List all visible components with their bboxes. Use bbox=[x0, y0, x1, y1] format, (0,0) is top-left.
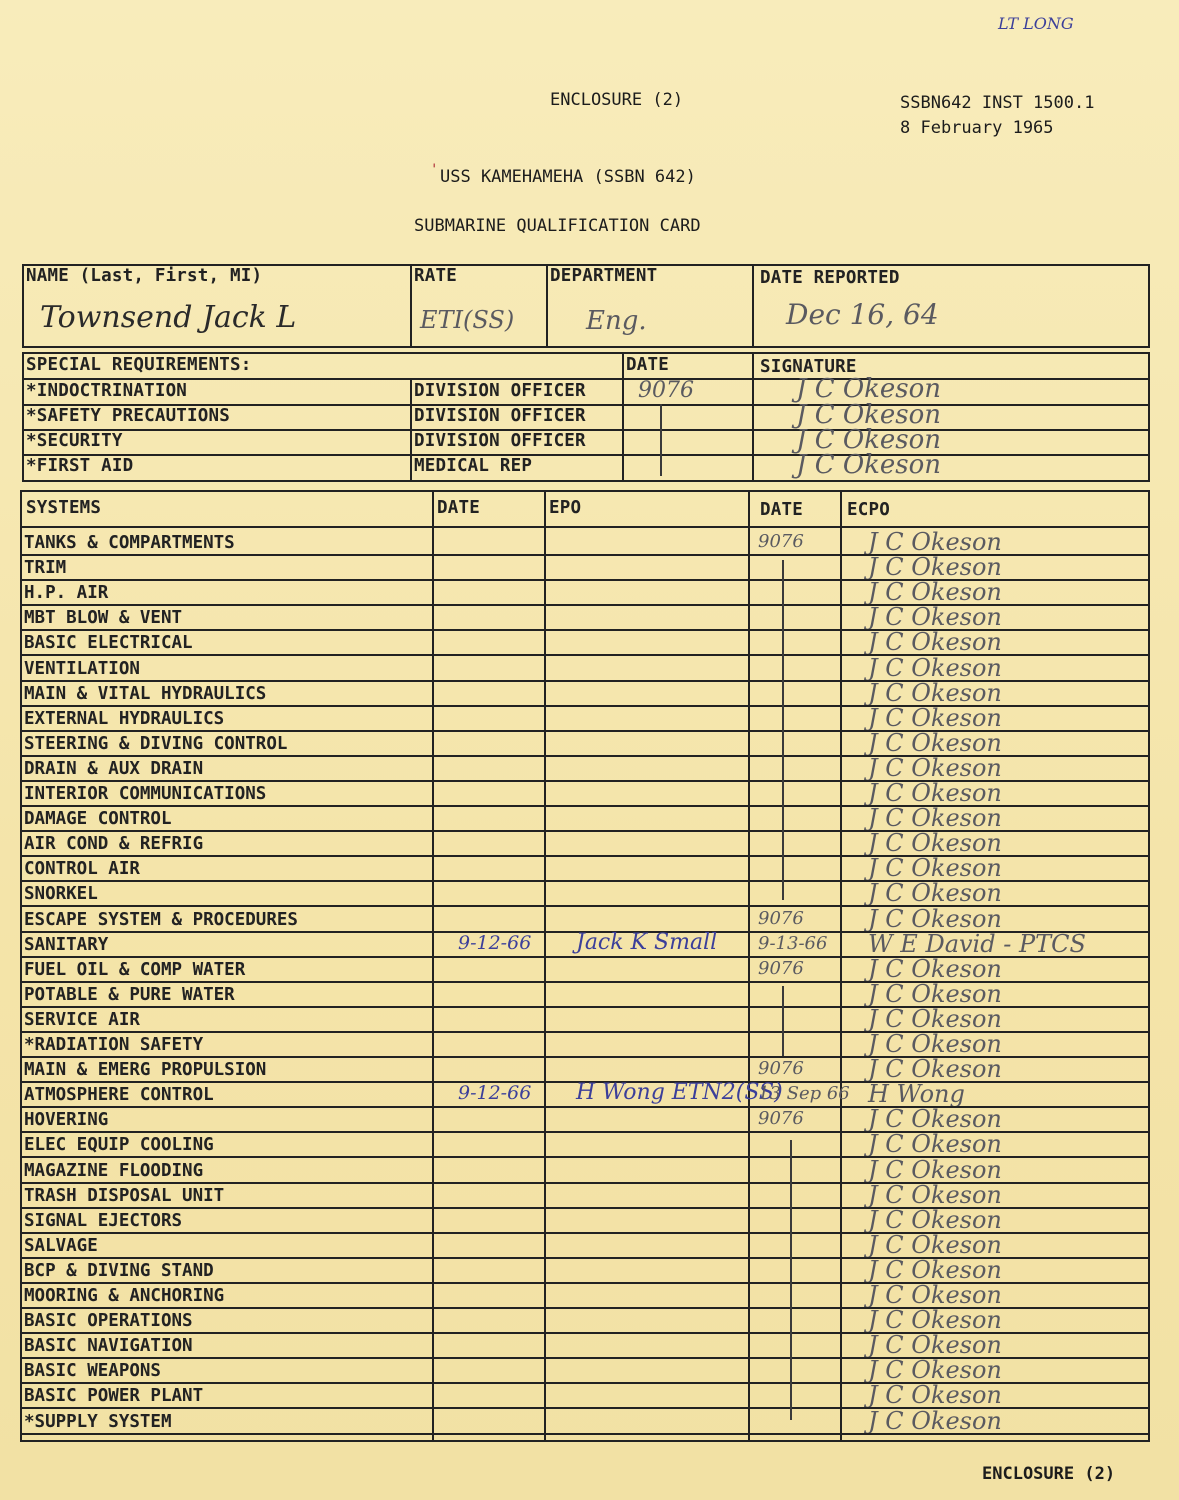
enclosure-top: ENCLOSURE (2) bbox=[550, 90, 684, 110]
rate-value: ETI(SS) bbox=[420, 306, 515, 334]
rate-label: RATE bbox=[414, 266, 457, 286]
ecpo-signature: J C Okeson bbox=[868, 754, 1002, 782]
corner-annotation: LT LONG bbox=[998, 14, 1074, 33]
system-row bbox=[20, 932, 1148, 957]
system-name: BASIC OPERATIONS bbox=[24, 1311, 193, 1331]
ecpo-signature: J C Okeson bbox=[868, 528, 1002, 556]
system-row bbox=[20, 881, 1148, 906]
req-item-role: DIVISION OFFICER bbox=[414, 406, 586, 426]
systems-epo-header: EPO bbox=[549, 498, 582, 518]
system-name: TANKS & COMPARTMENTS bbox=[24, 533, 235, 553]
ecpo-signature: W E David - PTCS bbox=[868, 930, 1086, 958]
system-row bbox=[20, 630, 1148, 655]
system-row bbox=[20, 1308, 1148, 1333]
system-row bbox=[20, 605, 1148, 630]
system-row bbox=[20, 856, 1148, 881]
req-item-signature: J C Okeson bbox=[796, 400, 942, 430]
date-reported-label: DATE REPORTED bbox=[760, 268, 900, 288]
system-name: AIR COND & REFRIG bbox=[24, 834, 204, 854]
name-label: NAME (Last, First, MI) bbox=[26, 266, 263, 286]
req-item-signature: J C Okeson bbox=[796, 425, 942, 455]
ecpo-signature: J C Okeson bbox=[868, 553, 1002, 581]
ecpo-signature: J C Okeson bbox=[868, 1306, 1002, 1334]
system-row bbox=[20, 1383, 1148, 1408]
ditto-arrow bbox=[660, 404, 662, 476]
req-item-signature: J C Okeson bbox=[796, 374, 942, 404]
system-name: MAIN & VITAL HYDRAULICS bbox=[24, 684, 267, 704]
system-row bbox=[20, 1409, 1148, 1434]
system-name: FUEL OIL & COMP WATER bbox=[24, 960, 246, 980]
ecpo-signature: J C Okeson bbox=[868, 1181, 1002, 1209]
ecpo-signature: J C Okeson bbox=[868, 1256, 1002, 1284]
ecpo-signature: J C Okeson bbox=[868, 1281, 1002, 1309]
ecpo-date: 9076 bbox=[758, 531, 804, 552]
system-row bbox=[20, 756, 1148, 781]
system-name: CONTROL AIR bbox=[24, 859, 140, 879]
system-name: EXTERNAL HYDRAULICS bbox=[24, 709, 225, 729]
ecpo-signature: J C Okeson bbox=[868, 1156, 1002, 1184]
system-row bbox=[20, 957, 1148, 982]
ecpo-signature: J C Okeson bbox=[868, 1130, 1002, 1158]
instruction-number: SSBN642 INST 1500.1 bbox=[900, 93, 1095, 113]
system-row bbox=[20, 1358, 1148, 1383]
system-row bbox=[20, 1283, 1148, 1308]
ecpo-signature: J C Okeson bbox=[868, 654, 1002, 682]
ecpo-date: 9076 bbox=[758, 908, 804, 929]
epo-signature: Jack K Small bbox=[576, 930, 718, 955]
special-requirements-label: SPECIAL REQUIREMENTS: bbox=[26, 355, 252, 375]
ecpo-date: 9076 bbox=[758, 958, 804, 979]
system-name: *RADIATION SAFETY bbox=[24, 1035, 204, 1055]
system-row bbox=[20, 1183, 1148, 1208]
enclosure-bottom: ENCLOSURE (2) bbox=[982, 1464, 1116, 1484]
system-row bbox=[20, 1057, 1148, 1082]
system-name: VENTILATION bbox=[24, 659, 140, 679]
red-mark: ' bbox=[430, 162, 439, 178]
system-row bbox=[20, 1158, 1148, 1183]
system-name: SERVICE AIR bbox=[24, 1010, 140, 1030]
system-row bbox=[20, 1258, 1148, 1283]
system-row bbox=[20, 1233, 1148, 1258]
name-value: Townsend Jack L bbox=[40, 300, 297, 335]
req-item-signature: J C Okeson bbox=[796, 450, 942, 480]
system-row bbox=[20, 1132, 1148, 1157]
special-signature-label: SIGNATURE bbox=[760, 357, 857, 377]
ecpo-signature: J C Okeson bbox=[868, 955, 1002, 983]
system-name: BCP & DIVING STAND bbox=[24, 1261, 214, 1281]
ecpo-signature: J C Okeson bbox=[868, 1030, 1002, 1058]
ecpo-signature: J C Okeson bbox=[868, 1356, 1002, 1384]
system-name: MAIN & EMERG PROPULSION bbox=[24, 1060, 267, 1080]
system-name: *SUPPLY SYSTEM bbox=[24, 1412, 172, 1432]
ecpo-signature: J C Okeson bbox=[868, 578, 1002, 606]
ditto-arrow bbox=[790, 1140, 792, 1420]
system-row bbox=[20, 681, 1148, 706]
ecpo-signature: J C Okeson bbox=[868, 1005, 1002, 1033]
ecpo-signature: J C Okeson bbox=[868, 1105, 1002, 1133]
ecpo-signature: J C Okeson bbox=[868, 1381, 1002, 1409]
system-name: MAGAZINE FLOODING bbox=[24, 1161, 204, 1181]
ecpo-signature: J C Okeson bbox=[868, 1206, 1002, 1234]
system-row bbox=[20, 706, 1148, 731]
systems-date2-header: DATE bbox=[760, 500, 803, 520]
row-divider bbox=[20, 1433, 1150, 1435]
department-value: Eng. bbox=[586, 306, 647, 336]
ship-name: USS KAMEHAMEHA (SSBN 642) bbox=[440, 167, 696, 187]
ecpo-signature: J C Okeson bbox=[868, 829, 1002, 857]
system-row bbox=[20, 907, 1148, 932]
system-name: DRAIN & AUX DRAIN bbox=[24, 759, 204, 779]
system-name: ESCAPE SYSTEM & PROCEDURES bbox=[24, 910, 298, 930]
req-item-role: DIVISION OFFICER bbox=[414, 431, 586, 451]
ecpo-signature: H Wong bbox=[868, 1080, 965, 1108]
system-row bbox=[20, 982, 1148, 1007]
epo-date: 9-12-66 bbox=[458, 932, 532, 954]
date-reported-value: Dec 16, 64 bbox=[786, 298, 939, 331]
ecpo-signature: J C Okeson bbox=[868, 1055, 1002, 1083]
req-item-name: *SECURITY bbox=[26, 431, 123, 451]
epo-signature: H Wong ETN2(SS) bbox=[576, 1080, 783, 1105]
ecpo-signature: J C Okeson bbox=[868, 905, 1002, 933]
system-name: MOORING & ANCHORING bbox=[24, 1286, 225, 1306]
system-name: INTERIOR COMMUNICATIONS bbox=[24, 784, 267, 804]
instruction-date: 8 February 1965 bbox=[900, 118, 1054, 138]
req-item-name: *SAFETY PRECAUTIONS bbox=[26, 406, 230, 426]
system-name: MBT BLOW & VENT bbox=[24, 608, 183, 628]
system-row bbox=[20, 731, 1148, 756]
ecpo-signature: J C Okeson bbox=[868, 679, 1002, 707]
system-row bbox=[20, 656, 1148, 681]
ditto-arrow bbox=[782, 986, 784, 1056]
system-row bbox=[20, 1208, 1148, 1233]
system-name: TRIM bbox=[24, 558, 67, 578]
system-name: ELEC EQUIP COOLING bbox=[24, 1135, 214, 1155]
req-item-role: DIVISION OFFICER bbox=[414, 381, 586, 401]
special-date-label: DATE bbox=[626, 355, 669, 375]
system-row bbox=[20, 1032, 1148, 1057]
ecpo-date: 9076 bbox=[758, 1058, 804, 1079]
ecpo-date: 9-13-66 bbox=[758, 933, 828, 954]
ecpo-signature: J C Okeson bbox=[868, 704, 1002, 732]
ecpo-signature: J C Okeson bbox=[868, 980, 1002, 1008]
ecpo-signature: J C Okeson bbox=[868, 779, 1002, 807]
system-name: TRASH DISPOSAL UNIT bbox=[24, 1186, 225, 1206]
ecpo-signature: J C Okeson bbox=[868, 804, 1002, 832]
system-row bbox=[20, 1107, 1148, 1132]
ecpo-signature: J C Okeson bbox=[868, 1407, 1002, 1435]
system-row bbox=[20, 1007, 1148, 1032]
system-name: SIGNAL EJECTORS bbox=[24, 1211, 183, 1231]
system-name: BASIC ELECTRICAL bbox=[24, 633, 193, 653]
ditto-arrow bbox=[782, 560, 784, 900]
system-row bbox=[20, 831, 1148, 856]
epo-date: 9-12-66 bbox=[458, 1082, 532, 1104]
system-row bbox=[20, 530, 1148, 555]
ecpo-signature: J C Okeson bbox=[868, 854, 1002, 882]
system-name: ATMOSPHERE CONTROL bbox=[24, 1085, 214, 1105]
system-name: BASIC NAVIGATION bbox=[24, 1336, 193, 1356]
system-row bbox=[20, 781, 1148, 806]
system-row bbox=[20, 580, 1148, 605]
system-row bbox=[20, 1333, 1148, 1358]
system-name: HOVERING bbox=[24, 1110, 109, 1130]
system-name: BASIC POWER PLANT bbox=[24, 1386, 204, 1406]
systems-date-header: DATE bbox=[437, 498, 480, 518]
card-title: SUBMARINE QUALIFICATION CARD bbox=[414, 216, 701, 236]
req-item-role: MEDICAL REP bbox=[414, 456, 533, 476]
system-row bbox=[20, 806, 1148, 831]
ecpo-signature: J C Okeson bbox=[868, 603, 1002, 631]
department-label: DEPARTMENT bbox=[550, 266, 658, 286]
ecpo-date: 13 Sep 66 bbox=[758, 1083, 850, 1104]
ecpo-signature: J C Okeson bbox=[868, 1231, 1002, 1259]
system-row bbox=[20, 555, 1148, 580]
ecpo-signature: J C Okeson bbox=[868, 879, 1002, 907]
ecpo-signature: J C Okeson bbox=[868, 729, 1002, 757]
req-item-date: 9076 bbox=[638, 378, 694, 403]
system-name: STEERING & DIVING CONTROL bbox=[24, 734, 288, 754]
ecpo-signature: J C Okeson bbox=[868, 628, 1002, 656]
systems-ecpo-header: ECPO bbox=[847, 500, 890, 520]
systems-header: SYSTEMS bbox=[26, 498, 102, 518]
system-name: POTABLE & PURE WATER bbox=[24, 985, 235, 1005]
req-item-name: *FIRST AID bbox=[26, 456, 134, 476]
system-name: SANITARY bbox=[24, 935, 109, 955]
system-name: SNORKEL bbox=[24, 884, 98, 904]
req-item-name: *INDOCTRINATION bbox=[26, 381, 188, 401]
system-name: SALVAGE bbox=[24, 1236, 98, 1256]
system-name: DAMAGE CONTROL bbox=[24, 809, 172, 829]
ecpo-date: 9076 bbox=[758, 1108, 804, 1129]
system-row bbox=[20, 1082, 1148, 1107]
system-name: H.P. AIR bbox=[24, 583, 109, 603]
ecpo-signature: J C Okeson bbox=[868, 1331, 1002, 1359]
system-name: BASIC WEAPONS bbox=[24, 1361, 161, 1381]
